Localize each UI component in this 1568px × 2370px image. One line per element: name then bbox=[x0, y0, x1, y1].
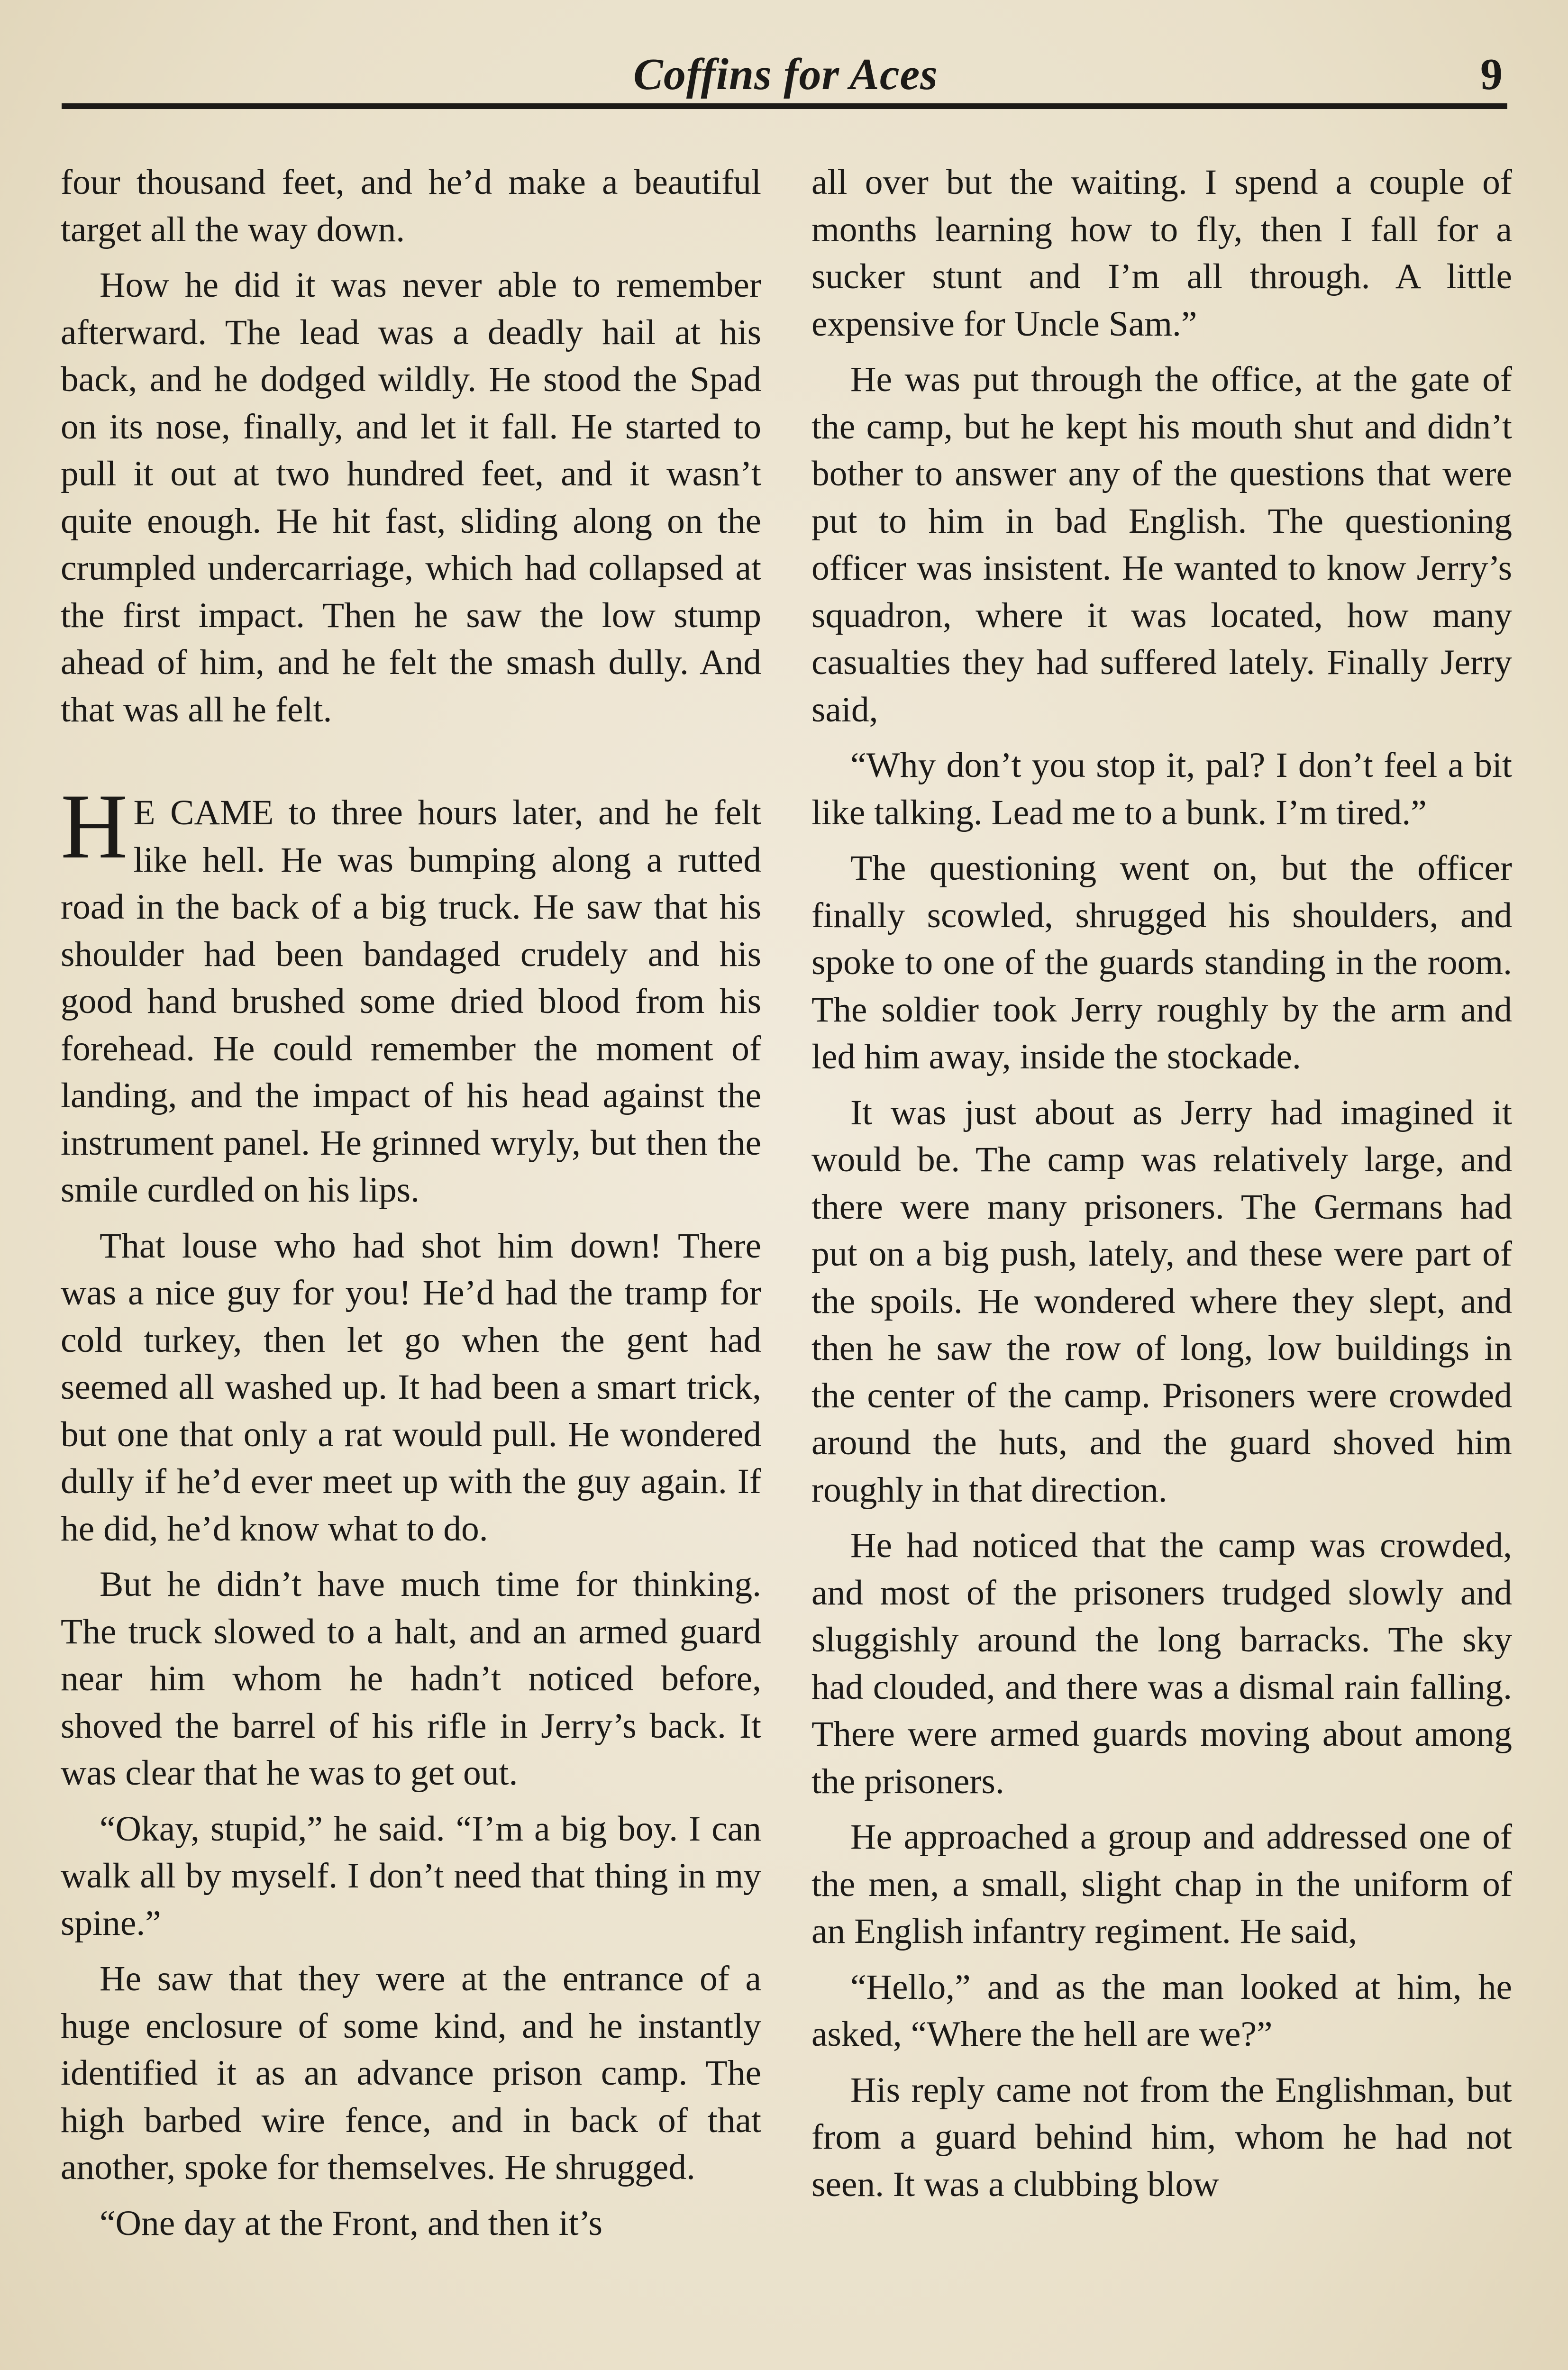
paragraph: four thousand feet, and he’d make a beautiful target all the way down. bbox=[61, 163, 761, 249]
paragraph: He had noticed that the camp was crowded, and most of the prisoners trudged slowly and sluggishly around the long barracks. The sky had clouded, and there was a dismal rain falling. There were armed guards moving about among the prisoners. bbox=[811, 1526, 1512, 1801]
header-rule bbox=[62, 103, 1507, 109]
right-column bbox=[811, 159, 1512, 2370]
paragraph: “Okay, stupid,” he said. “I’m a big boy. I can walk all by myself. I don’t need that thing in my spine.” bbox=[61, 1809, 761, 1943]
paragraph: The questioning went on, but the officer finally scowled, shrugged his shoulders, and spoke to one of the guards standing in the room. The soldier took Jerry roughly by the arm and led him away, inside the stockade. bbox=[811, 848, 1512, 1076]
running-title: Coffins for Aces bbox=[633, 50, 938, 99]
paragraph: “Hello,” and as the man looked at him, he asked, “Where the hell are we?” bbox=[811, 1967, 1512, 2054]
paragraph: “One day at the Front, and then it’s bbox=[100, 2203, 602, 2243]
drop-cap: H bbox=[61, 775, 128, 878]
paragraph: all over but the waiting. I spend a couple of months learning how to fly, then I fall for a sucker stunt and I’m all through. A little expensive for Uncle Sam.” bbox=[811, 163, 1512, 344]
section-opening-paragraph bbox=[61, 775, 761, 1214]
paragraph: That louse who had shot him down! There was a nice guy for you! He’d had the tramp for cold turkey, then let go when the gent had seemed all washed up. It had been a smart trick, but one that only a rat would pull. He wondered dully if he’d ever meet up with the guy again. If he did, he’d know what to do. bbox=[61, 1226, 761, 1549]
paragraph: He was put through the office, at the gate of the camp, but he kept his mouth shut and didn’t bother to answer any of the questions that were put to him in bad English. The questioning officer was insistent. He wanted to know Jerry’s squadron, where it was located, how many casualties they had suffered lately. Finally Jerry said, bbox=[811, 360, 1512, 729]
running-header bbox=[64, 45, 1507, 111]
paragraph: He saw that they were at the entrance of a huge enclosure of some kind, and he instantly identified it as an advance prison camp. The high barbed wire fence, and in back of that another, spoke for themselves. He shrugged. bbox=[61, 1959, 761, 2187]
paragraph: “Why don’t you stop it, pal? I don’t feel a bit like talking. Lead me to a bunk. I’m tired.” bbox=[811, 746, 1512, 832]
paragraph: But he didn’t have much time for thinking. The truck slowed to a halt, and an armed guard near him whom he hadn’t noticed before, shoved the barrel of his rifle in Jerry’s back. It was clear that he was to get out. bbox=[61, 1565, 761, 1793]
paragraph: How he did it was never able to remember afterward. The lead was a deadly hail at his back, and he dodged wildly. He stood the Spad on its nose, finally, and let it fall. He started to pull it out at two hundred feet, and it wasn’t quite enough. He hit fast, sliding along on the crumpled undercarriage, which had collapsed at the first impact. Then he saw the low stump ahead of him, and he felt the smash dully. And that was all he felt. bbox=[61, 265, 761, 729]
paragraph-text: E CAME to three hours later, and he felt like hell. He was bumping along a rutted road in the back of a big truck. He saw that his shoulder had been bandaged crudely and his good hand brushed some dried blood from his forehead. He could remember the moment of landing, and the impact of his head against the instrument panel. He grinned wryly, but then the smile curdled on his lips. bbox=[61, 793, 761, 1210]
paragraph: He approached a group and addressed one of the men, a small, slight chap in the uniform of an English infantry regiment. He said, bbox=[811, 1817, 1512, 1951]
page-number: 9 bbox=[1480, 50, 1503, 99]
paragraph: It was just about as Jerry had imagined it would be. The camp was relatively large, and there were many prisoners. The Germans had put on a big push, lately, and these were part of the spoils. He wondered where they slept, and then he saw the row of long, low buildings in the center of the camp. Prisoners were crowded around the huts, and the guard shoved him roughly in that direction. bbox=[811, 1093, 1512, 1510]
paragraph: His reply came not from the Englishman, but from a guard behind him, whom he had not seen. It was a clubbing blow bbox=[811, 2070, 1512, 2204]
left-column bbox=[61, 159, 761, 2370]
